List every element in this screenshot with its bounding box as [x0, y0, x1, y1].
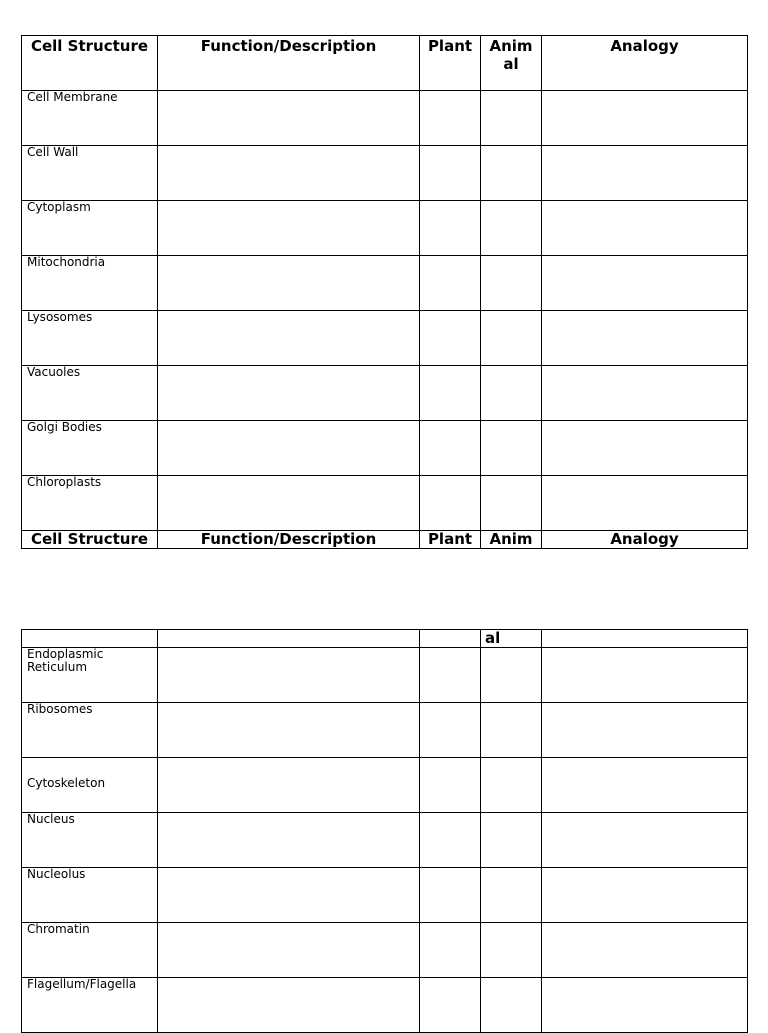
row-label: Endoplasmic Reticulum: [22, 648, 158, 703]
animal-cell[interactable]: [481, 256, 542, 311]
plant-cell[interactable]: [420, 421, 481, 476]
plant-cell[interactable]: [420, 366, 481, 421]
table-row: [22, 758, 748, 813]
plant-cell[interactable]: [420, 758, 481, 813]
row-label: Chloroplasts: [22, 476, 158, 531]
table-row: [22, 311, 748, 366]
function-cell[interactable]: [158, 978, 420, 1033]
animal-cell[interactable]: [481, 421, 542, 476]
function-cell[interactable]: [158, 923, 420, 978]
row-label: Cytoskeleton: [22, 758, 158, 813]
table-row: [22, 868, 748, 923]
row-label: Flagellum/Flagella: [22, 978, 158, 1033]
row-label: Golgi Bodies: [22, 421, 158, 476]
analogy-cell[interactable]: [542, 366, 748, 421]
analogy-cell[interactable]: [542, 421, 748, 476]
header-plant: Plant: [420, 531, 481, 549]
header-continuation-row: [22, 630, 748, 648]
analogy-cell[interactable]: [542, 256, 748, 311]
cell-structure-table-1: [21, 35, 748, 549]
animal-cell[interactable]: [481, 366, 542, 421]
row-label: Vacuoles: [22, 366, 158, 421]
table-row: [22, 91, 748, 146]
animal-cell[interactable]: [481, 813, 542, 868]
function-cell[interactable]: [158, 421, 420, 476]
plant-cell[interactable]: [420, 978, 481, 1033]
table-row: [22, 923, 748, 978]
table-row: [22, 648, 748, 703]
analogy-cell[interactable]: [542, 311, 748, 366]
function-cell[interactable]: [158, 366, 420, 421]
row-label: Mitochondria: [22, 256, 158, 311]
animal-cell[interactable]: [481, 703, 542, 758]
animal-cell[interactable]: [481, 91, 542, 146]
table-row: [22, 813, 748, 868]
plant-cell[interactable]: [420, 256, 481, 311]
animal-cell[interactable]: [481, 648, 542, 703]
header-plant: Plant: [420, 36, 481, 91]
analogy-cell[interactable]: [542, 91, 748, 146]
analogy-cell[interactable]: [542, 648, 748, 703]
row-label: Cell Wall: [22, 146, 158, 201]
function-cell[interactable]: [158, 813, 420, 868]
table-row: [22, 146, 748, 201]
function-cell[interactable]: [158, 476, 420, 531]
analogy-cell[interactable]: [542, 813, 748, 868]
plant-cell[interactable]: [420, 146, 481, 201]
repeat-header-row: [22, 531, 748, 549]
analogy-cell[interactable]: [542, 201, 748, 256]
header-animal-wrap: al: [503, 55, 519, 73]
animal-cell[interactable]: [481, 201, 542, 256]
plant-cell[interactable]: [420, 201, 481, 256]
header-analogy: Analogy: [542, 531, 748, 549]
function-cell[interactable]: [158, 146, 420, 201]
analogy-cell[interactable]: [542, 703, 748, 758]
header-function: Function/Description: [158, 531, 420, 549]
row-label: Nucleus: [22, 813, 158, 868]
table-row: [22, 476, 748, 531]
plant-cell[interactable]: [420, 923, 481, 978]
table-row: [22, 978, 748, 1033]
plant-cell[interactable]: [420, 703, 481, 758]
animal-cell[interactable]: [481, 758, 542, 813]
table-row: [22, 703, 748, 758]
row-label: Lysosomes: [22, 311, 158, 366]
header-analogy: Analogy: [542, 36, 748, 91]
row-label: Cytoplasm: [22, 201, 158, 256]
plant-cell[interactable]: [420, 311, 481, 366]
plant-cell[interactable]: [420, 476, 481, 531]
header-cell-structure: Cell Structure: [22, 531, 158, 549]
header-animal: [481, 36, 542, 91]
animal-cell[interactable]: [481, 978, 542, 1033]
plant-cell[interactable]: [420, 813, 481, 868]
header-function: Function/Description: [158, 36, 420, 91]
function-cell[interactable]: [158, 256, 420, 311]
row-label: Nucleolus: [22, 868, 158, 923]
function-cell[interactable]: [158, 758, 420, 813]
animal-cell[interactable]: [481, 476, 542, 531]
function-cell[interactable]: [158, 91, 420, 146]
table-row: [22, 201, 748, 256]
header-cell-structure: Cell Structure: [22, 36, 158, 91]
header-animal-top: Anim: [489, 37, 533, 55]
plant-cell[interactable]: [420, 868, 481, 923]
animal-cell[interactable]: [481, 311, 542, 366]
table-row: [22, 366, 748, 421]
function-cell[interactable]: [158, 868, 420, 923]
analogy-cell[interactable]: [542, 923, 748, 978]
analogy-cell[interactable]: [542, 978, 748, 1033]
analogy-cell[interactable]: [542, 868, 748, 923]
animal-cell[interactable]: [481, 923, 542, 978]
animal-cell[interactable]: [481, 868, 542, 923]
analogy-cell[interactable]: [542, 476, 748, 531]
header-animal: Anim: [481, 531, 542, 549]
function-cell[interactable]: [158, 201, 420, 256]
function-cell[interactable]: [158, 648, 420, 703]
analogy-cell[interactable]: [542, 146, 748, 201]
row-label: Ribosomes: [22, 703, 158, 758]
cell-structure-table-2: [21, 629, 748, 1033]
animal-cell[interactable]: [481, 146, 542, 201]
function-cell[interactable]: [158, 311, 420, 366]
table-row: [22, 256, 748, 311]
header-row: [22, 36, 748, 91]
row-label: Chromatin: [22, 923, 158, 978]
header-animal-wrap: al: [481, 630, 542, 648]
table-row: [22, 421, 748, 476]
row-label: Cell Membrane: [22, 91, 158, 146]
analogy-cell[interactable]: [542, 758, 748, 813]
function-cell[interactable]: [158, 703, 420, 758]
plant-cell[interactable]: [420, 91, 481, 146]
plant-cell[interactable]: [420, 648, 481, 703]
